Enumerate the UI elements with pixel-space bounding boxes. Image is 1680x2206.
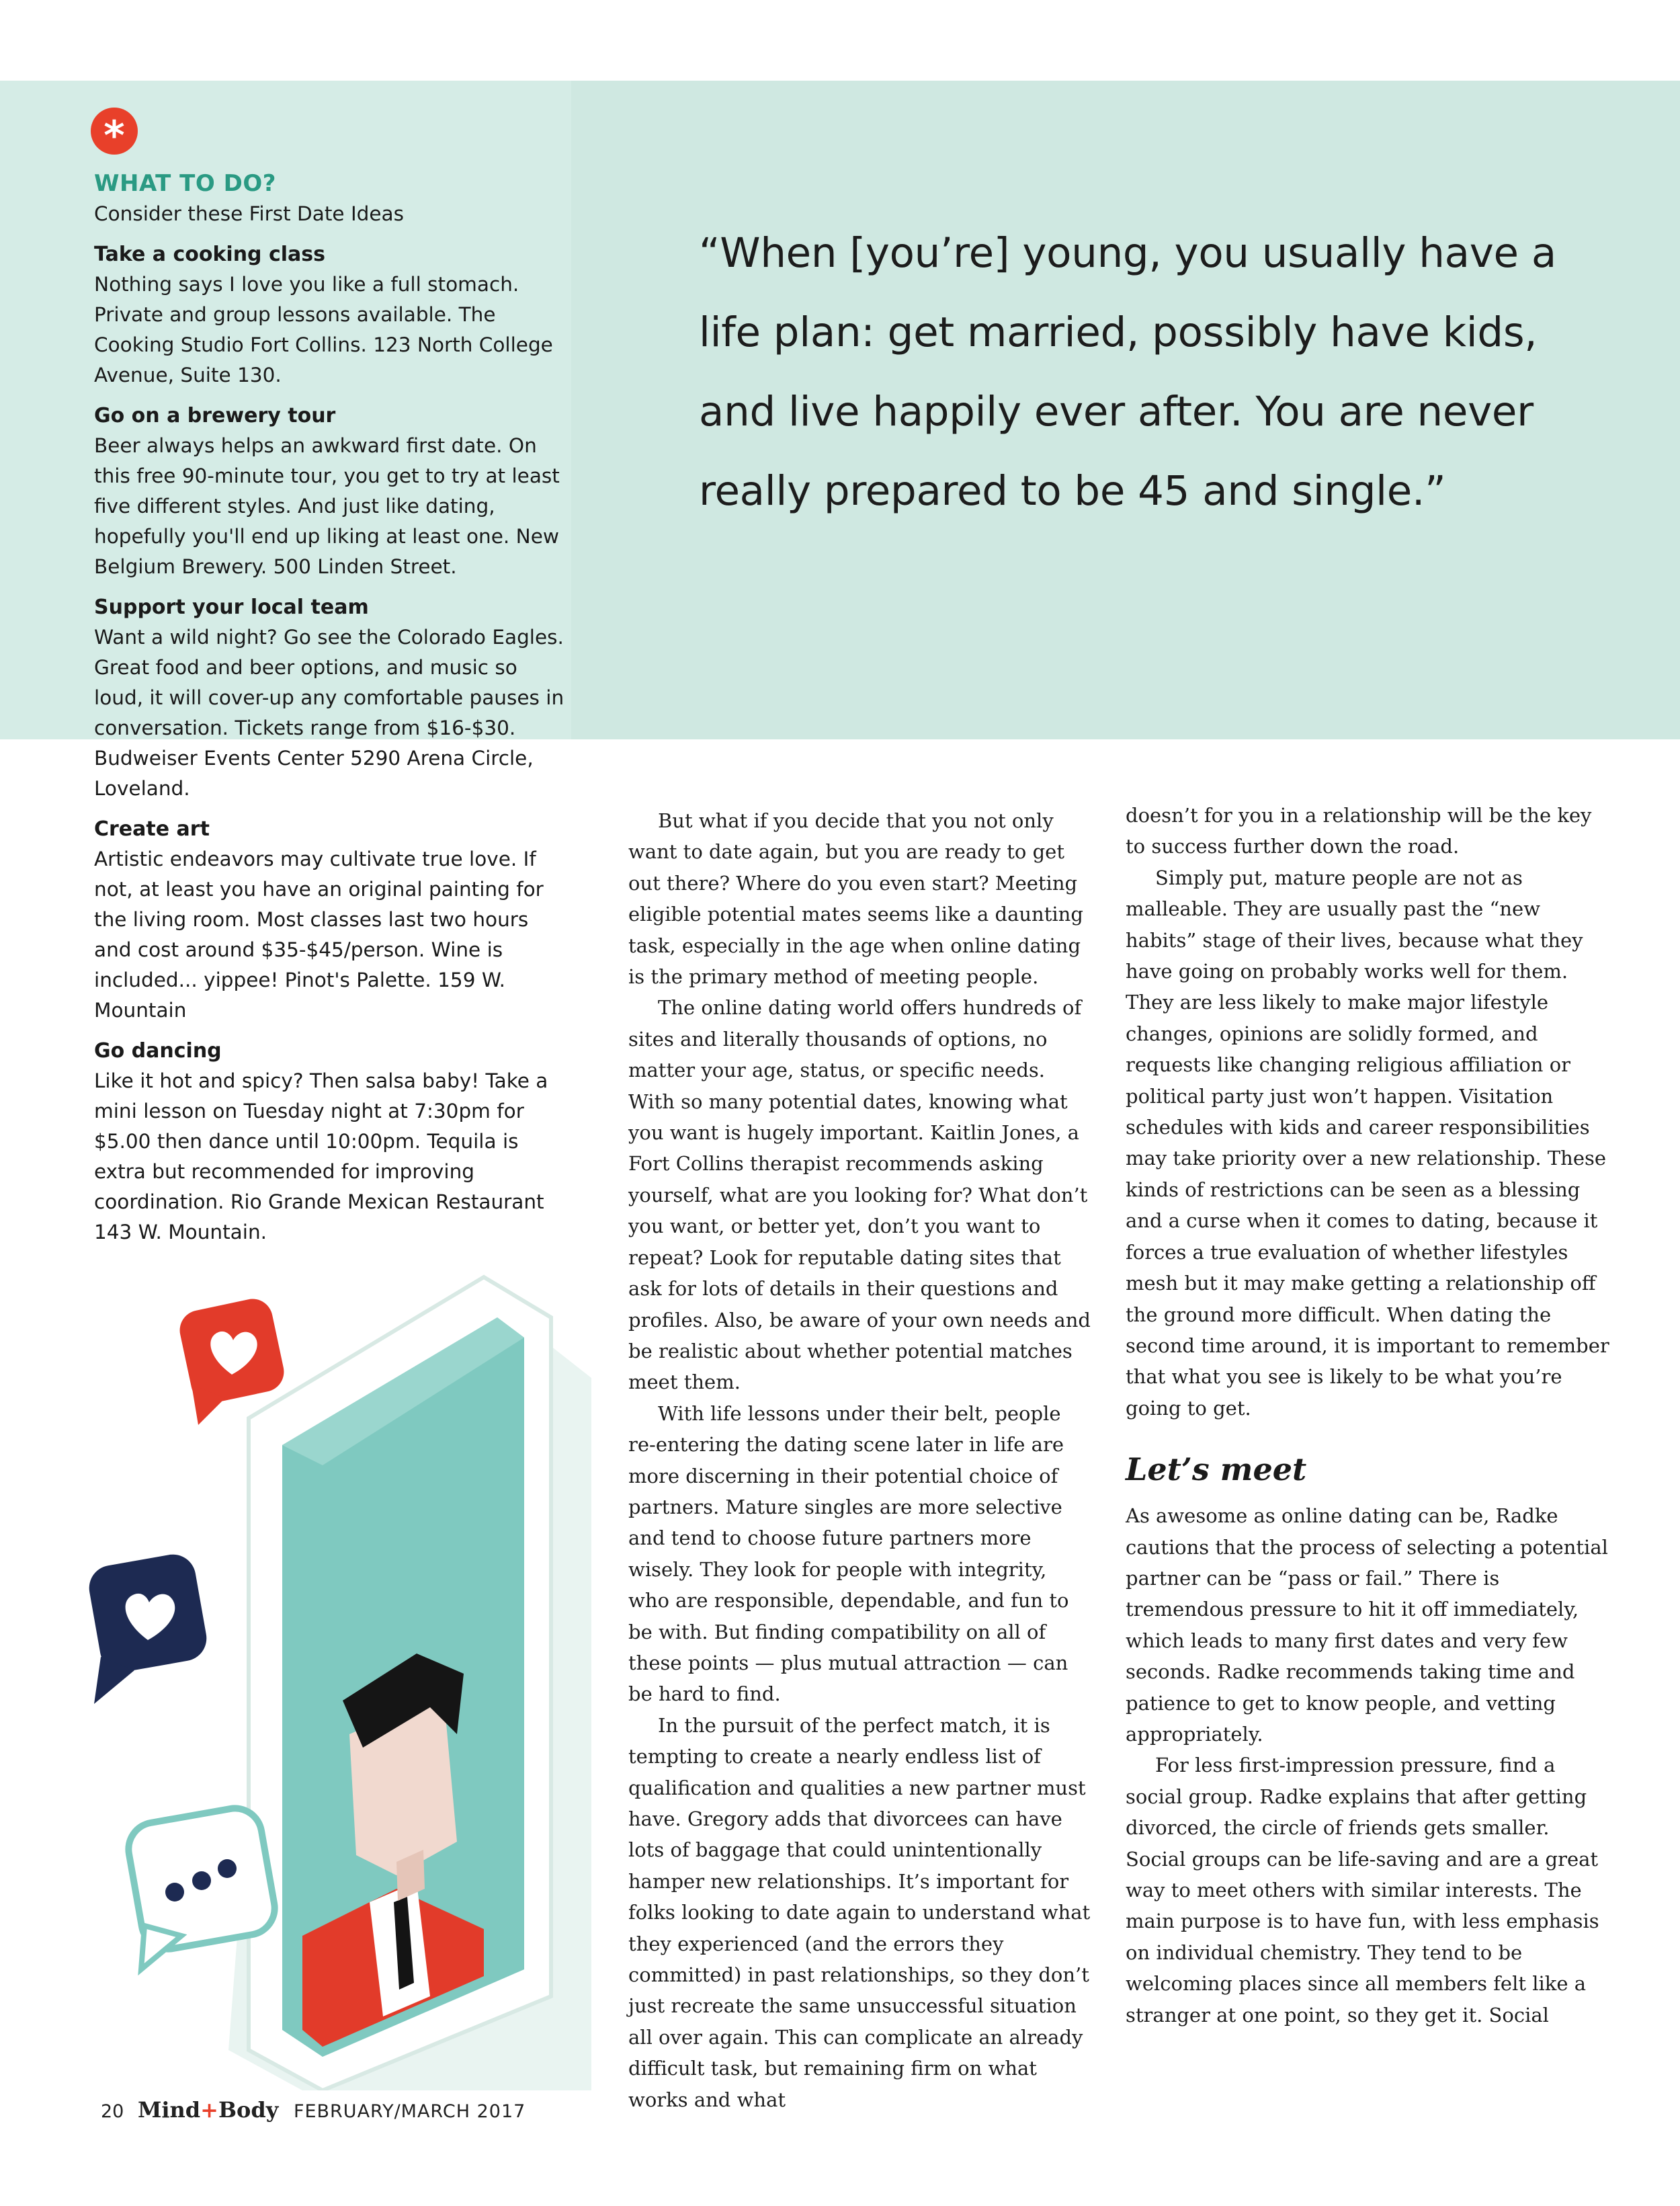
idea-body: Nothing says I love you like a full stomach. Private and group lessons available. The Cooking Studio Fort Collins. 123 North College Avenue, Suite 130. bbox=[94, 273, 553, 386]
page-number: 20 bbox=[101, 2101, 124, 2122]
article-column-right bbox=[1126, 800, 1609, 2031]
article-paragraph: But what if you decide that you not only want to date again, but you are ready to get out there? Where do you even start? Meeting eligible potential mates seems like a daunting task, especially in the age when online dating is the primary method of meeting people. bbox=[628, 809, 1083, 989]
idea-title: Go on a brewery tour bbox=[94, 404, 336, 427]
article-paragraph: With life lessons under their belt, people re-entering the dating scene later in life are more discerning in their potential choice of partners. Mature singles are more selective and tend to choose future partners more wisely. They look for people with integrity, who are responsible, dependable, and fun to be with. But finding compatibility on all of these points — plus mutual attraction — can be hard to find. bbox=[628, 1401, 1069, 1706]
idea-body: Want a wild night? Go see the Colorado Eagles. Great food and beer options, and music so loud, it will cover-up any comfortable pauses in conversation. Tickets range from $16-$30. Budweiser Events Center 5290 Arena Circle, Loveland. bbox=[94, 626, 564, 800]
idea-body: Like it hot and spicy? Then salsa baby! Take a mini lesson on Tuesday night at 7:30pm for $5.00 then dance until 10:00pm. Tequila is extra but recommended for improving coordination. Rio Grande Mexican Restaurant 143 W. Mountain. bbox=[94, 1069, 548, 1243]
idea-title: Take a cooking class bbox=[94, 243, 326, 266]
article-paragraph: Simply put, mature people are not as malleable. They are usually past the “new habits” stage of their lives, because what they have going on probably works well for them. They are less likely to make major lifestyle changes, opinions are solidly formed, and requests like changing religious affiliation or political party just won’t happen. Visitation schedules with kids and career responsibilities may take priority over a new relationship. These kinds of restrictions can be seen as a blessing and a curse when it comes to dating, because it forces a true evaluation of whether lifestyles mesh but it may make getting a relationship off the ground more difficult. When dating the second time around, it is important to remember that what you see is likely to be what you’re going to get. bbox=[1126, 866, 1609, 1420]
section-subhead: Let’s meet bbox=[1126, 1451, 1307, 1488]
idea-body: Artistic endeavors may cultivate true love. If not, at least you have an original painting for the living room. Most classes last two hours and cost around $35-$45/person. Wine is included... yippee! Pinot's Palette. 159 W. Mountain bbox=[94, 848, 544, 1022]
article-paragraph: The online dating world offers hundreds of sites and literally thousands of options, no matter your age, status, or specific needs. With so many potential dates, knowing what you want is hugely important. Kaitlin Jones, a Fort Collins therapist recommends asking yourself, what are you looking for? What don’t you want, or better yet, don’t you want to repeat? Look for reputable dating sites that ask for lots of details in their questions and profiles. Also, be aware of your own needs and be realistic about whether potential matches meet them. bbox=[628, 996, 1091, 1394]
idea-title: Support your local team bbox=[94, 596, 369, 619]
article-column-middle bbox=[628, 805, 1092, 2115]
phone-profile-illustration bbox=[81, 1264, 591, 2090]
article-paragraph: doesn’t for you in a relationship will be the key to success further down the road. bbox=[1126, 804, 1592, 858]
idea-title: Go dancing bbox=[94, 1039, 222, 1063]
magazine-name bbox=[138, 2097, 278, 2123]
page-footer bbox=[101, 2097, 526, 2123]
article-paragraph: For less first-impression pressure, find a social group. Radke explains that after getting divorced, the circle of friends gets smaller. Social groups can be life-saving and are a great way to meet others with similar interests. The main purpose is to have fun, with less emphasis on individual chemistry. They tend to be welcoming places since all members felt like a stranger at one point, so they get it. Social bbox=[1126, 1754, 1599, 2027]
heart-bubble-icon bbox=[85, 1551, 210, 1704]
idea-title: Create art bbox=[94, 817, 210, 841]
magazine-name-part: Mind bbox=[137, 2097, 201, 2123]
sidebar-intro: Consider these First Date Ideas bbox=[94, 202, 404, 225]
idea-body: Beer always helps an awkward first date. On this free 90-minute tour, you get to try at least five different styles. And just like dating, hopefully you'll end up liking at least one. New Belgium Brewery. 500 Linden Street. bbox=[94, 434, 560, 578]
first-date-sidebar bbox=[94, 168, 564, 1248]
magazine-plus: + bbox=[200, 2097, 218, 2123]
issue-date: FEBRUARY/MARCH 2017 bbox=[293, 2101, 526, 2122]
asterisk-icon: * bbox=[91, 108, 138, 155]
sidebar-heading: WHAT TO DO? bbox=[94, 170, 276, 197]
pull-quote: “When [you’re] young, you usually have a life plan: get married, possibly have kids, and live happily ever after. You are never really prepared to be 45 and single.” bbox=[699, 229, 1556, 515]
magazine-name-part: Body bbox=[218, 2097, 279, 2123]
article-paragraph: As awesome as online dating can be, Radke cautions that the process of selecting a potential partner can be “pass or fail.” There is tremendous pressure to hit it off immediately, which leads to many first dates and very few seconds. Radke recommends taking time and patience to get to know people, and vetting appropriately. bbox=[1126, 1504, 1608, 1746]
article-paragraph: In the pursuit of the perfect match, it is tempting to create a nearly endless list of qualification and qualities a new partner must have. Gregory adds that divorcees can have lots of baggage that could unintentionally hamper new relationships. It’s important for folks looking to date again to understand what they experienced (and the errors they committed) in past relationships, so they don’t just recreate the same unsuccessful situation all over again. This can complicate an already difficult task, but remaining firm on what works and what bbox=[628, 1713, 1091, 2111]
